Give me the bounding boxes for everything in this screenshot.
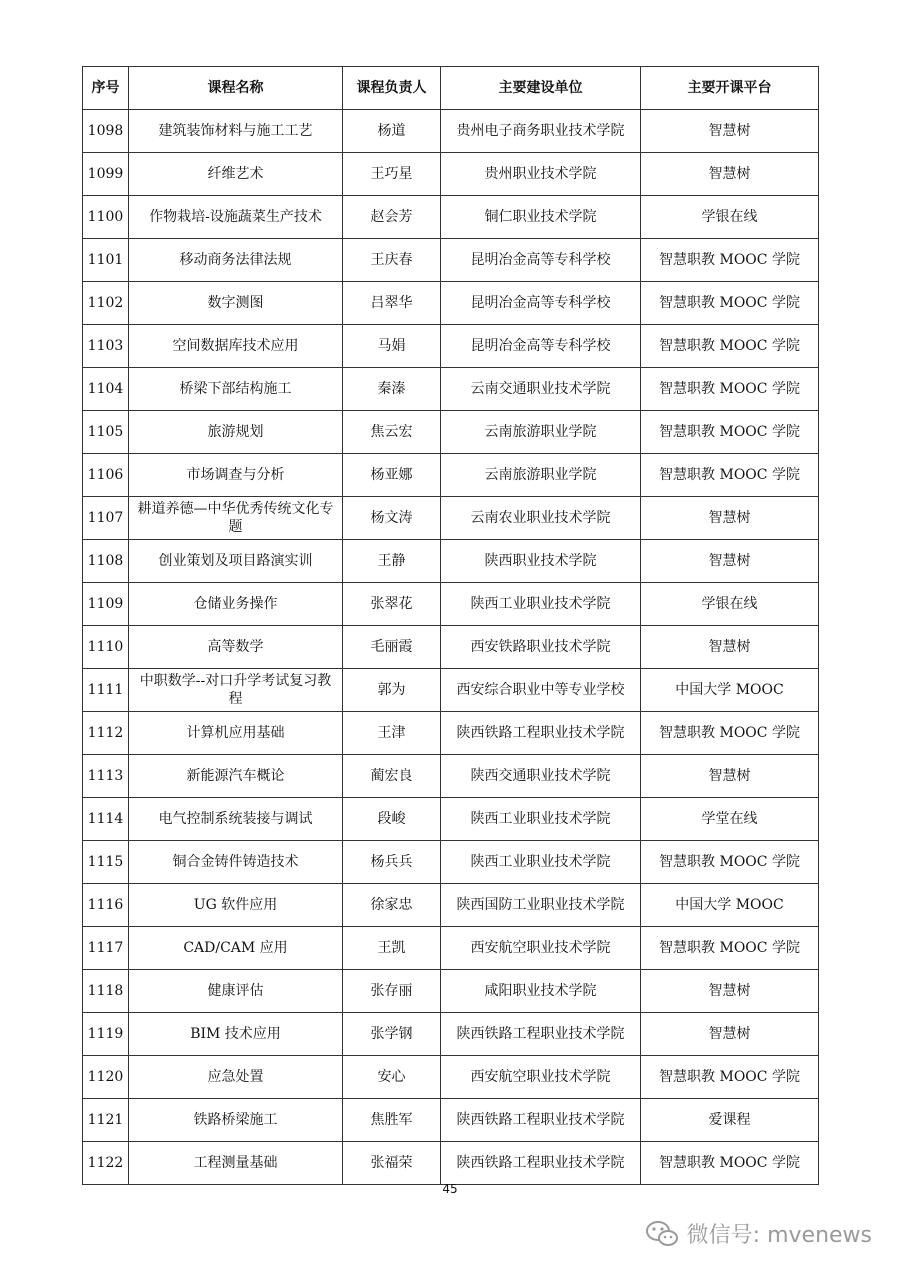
- row-course-lead: 安心: [343, 1056, 441, 1099]
- table-row: [83, 497, 819, 540]
- row-main-unit: 陕西铁路工程职业技术学院: [441, 712, 641, 755]
- table-row: [83, 1056, 819, 1099]
- row-seq: 1101: [83, 239, 129, 282]
- row-main-unit: 昆明冶金高等专科学校: [441, 282, 641, 325]
- row-main-unit: 贵州电子商务职业技术学院: [441, 110, 641, 153]
- table-row: [83, 153, 819, 196]
- row-main-unit: 陕西工业职业技术学院: [441, 583, 641, 626]
- row-course-name: 创业策划及项目路演实训: [129, 540, 343, 583]
- row-course-lead: 段峻: [343, 798, 441, 841]
- row-course-lead: 吕翠华: [343, 282, 441, 325]
- header-seq: 序号: [83, 67, 129, 110]
- row-seq: 1117: [83, 927, 129, 970]
- row-seq: 1105: [83, 411, 129, 454]
- watermark: [645, 1218, 872, 1249]
- row-seq: 1110: [83, 626, 129, 669]
- row-course-name: 移动商务法律法规: [129, 239, 343, 282]
- row-main-unit: 西安铁路职业技术学院: [441, 626, 641, 669]
- row-platform: 智慧树: [641, 110, 819, 153]
- row-course-lead: 郭为: [343, 669, 441, 712]
- row-main-unit: 咸阳职业技术学院: [441, 970, 641, 1013]
- table-row: [83, 669, 819, 712]
- table-row: [83, 368, 819, 411]
- row-platform: 学堂在线: [641, 798, 819, 841]
- row-course-lead: 张存丽: [343, 970, 441, 1013]
- row-main-unit: 陕西工业职业技术学院: [441, 841, 641, 884]
- table-row: [83, 755, 819, 798]
- row-course-name: 纤维艺术: [129, 153, 343, 196]
- table-row: [83, 1099, 819, 1142]
- row-seq: 1118: [83, 970, 129, 1013]
- table-row: [83, 927, 819, 970]
- row-seq: 1106: [83, 454, 129, 497]
- table-row: [83, 540, 819, 583]
- course-table: [82, 66, 819, 1185]
- row-platform: 智慧树: [641, 153, 819, 196]
- table-row: [83, 712, 819, 755]
- row-platform: 智慧职教 MOOC 学院: [641, 239, 819, 282]
- table-row: [83, 1142, 819, 1185]
- row-course-lead: 王巧星: [343, 153, 441, 196]
- row-main-unit: 云南农业职业技术学院: [441, 497, 641, 540]
- row-seq: 1098: [83, 110, 129, 153]
- row-platform: 智慧树: [641, 970, 819, 1013]
- row-course-lead: 王静: [343, 540, 441, 583]
- row-platform: 学银在线: [641, 196, 819, 239]
- header-main-unit: 主要建设单位: [441, 67, 641, 110]
- row-course-name: 仓储业务操作: [129, 583, 343, 626]
- row-main-unit: 昆明冶金高等专科学校: [441, 325, 641, 368]
- table-row: [83, 626, 819, 669]
- header-platform: 主要开课平台: [641, 67, 819, 110]
- row-platform: 智慧职教 MOOC 学院: [641, 927, 819, 970]
- row-seq: 1100: [83, 196, 129, 239]
- row-main-unit: 云南旅游职业学院: [441, 454, 641, 497]
- row-seq: 1121: [83, 1099, 129, 1142]
- row-seq: 1111: [83, 669, 129, 712]
- row-course-name: 新能源汽车概论: [129, 755, 343, 798]
- row-course-lead: 焦胜军: [343, 1099, 441, 1142]
- row-platform: 智慧职教 MOOC 学院: [641, 1142, 819, 1185]
- row-main-unit: 陕西铁路工程职业技术学院: [441, 1142, 641, 1185]
- row-platform: 智慧职教 MOOC 学院: [641, 411, 819, 454]
- row-course-name: 旅游规划: [129, 411, 343, 454]
- table-row: [83, 325, 819, 368]
- table-row: [83, 411, 819, 454]
- row-platform: 智慧树: [641, 497, 819, 540]
- row-course-lead: 焦云宏: [343, 411, 441, 454]
- table-body: [83, 110, 819, 1185]
- row-course-name: 中职数学--对口升学考试复习教程: [129, 669, 343, 712]
- row-seq: 1122: [83, 1142, 129, 1185]
- row-course-lead: 杨道: [343, 110, 441, 153]
- row-course-name: 作物栽培-设施蔬菜生产技术: [129, 196, 343, 239]
- row-course-name: 数字测图: [129, 282, 343, 325]
- row-main-unit: 西安航空职业技术学院: [441, 1056, 641, 1099]
- row-course-lead: 张翠花: [343, 583, 441, 626]
- table-row: [83, 1013, 819, 1056]
- row-course-name: 桥梁下部结构施工: [129, 368, 343, 411]
- row-course-lead: 蔺宏良: [343, 755, 441, 798]
- row-platform: 中国大学 MOOC: [641, 669, 819, 712]
- row-platform: 学银在线: [641, 583, 819, 626]
- row-course-name: 工程测量基础: [129, 1142, 343, 1185]
- row-platform: 智慧职教 MOOC 学院: [641, 368, 819, 411]
- row-main-unit: 陕西工业职业技术学院: [441, 798, 641, 841]
- row-seq: 1112: [83, 712, 129, 755]
- row-platform: 智慧职教 MOOC 学院: [641, 712, 819, 755]
- row-course-name: UG 软件应用: [129, 884, 343, 927]
- row-course-lead: 王凯: [343, 927, 441, 970]
- row-course-lead: 杨亚娜: [343, 454, 441, 497]
- row-seq: 1102: [83, 282, 129, 325]
- table-row: [83, 110, 819, 153]
- row-main-unit: 云南交通职业技术学院: [441, 368, 641, 411]
- row-course-lead: 赵会芳: [343, 196, 441, 239]
- row-main-unit: 西安综合职业中等专业学校: [441, 669, 641, 712]
- row-seq: 1115: [83, 841, 129, 884]
- row-main-unit: 陕西职业技术学院: [441, 540, 641, 583]
- row-main-unit: 陕西铁路工程职业技术学院: [441, 1099, 641, 1142]
- table-header-row: [83, 67, 819, 110]
- page-number: 45: [442, 1182, 458, 1196]
- row-course-name: 铁路桥梁施工: [129, 1099, 343, 1142]
- row-course-name: 建筑装饰材料与施工工艺: [129, 110, 343, 153]
- row-main-unit: 云南旅游职业学院: [441, 411, 641, 454]
- row-main-unit: 贵州职业技术学院: [441, 153, 641, 196]
- row-course-name: CAD/CAM 应用: [129, 927, 343, 970]
- row-seq: 1120: [83, 1056, 129, 1099]
- row-main-unit: 陕西国防工业职业技术学院: [441, 884, 641, 927]
- table-row: [83, 841, 819, 884]
- row-platform: 智慧职教 MOOC 学院: [641, 325, 819, 368]
- row-seq: 1113: [83, 755, 129, 798]
- table-row: [83, 454, 819, 497]
- row-seq: 1099: [83, 153, 129, 196]
- row-main-unit: 陕西交通职业技术学院: [441, 755, 641, 798]
- watermark-text: 微信号: mvenews: [686, 1223, 872, 1248]
- row-course-lead: 马娟: [343, 325, 441, 368]
- row-seq: 1107: [83, 497, 129, 540]
- row-platform: 智慧职教 MOOC 学院: [641, 1056, 819, 1099]
- row-main-unit: 铜仁职业技术学院: [441, 196, 641, 239]
- row-course-name: BIM 技术应用: [129, 1013, 343, 1056]
- row-course-lead: 王津: [343, 712, 441, 755]
- row-course-name: 计算机应用基础: [129, 712, 343, 755]
- table-row: [83, 282, 819, 325]
- row-course-name: 高等数学: [129, 626, 343, 669]
- row-seq: 1114: [83, 798, 129, 841]
- row-course-lead: 秦溱: [343, 368, 441, 411]
- row-seq: 1119: [83, 1013, 129, 1056]
- table-row: [83, 884, 819, 927]
- table-row: [83, 239, 819, 282]
- header-course-name: 课程名称: [129, 67, 343, 110]
- table-row: [83, 970, 819, 1013]
- row-course-lead: 杨兵兵: [343, 841, 441, 884]
- row-course-lead: 徐家忠: [343, 884, 441, 927]
- row-main-unit: 昆明冶金高等专科学校: [441, 239, 641, 282]
- row-seq: 1116: [83, 884, 129, 927]
- table-row: [83, 583, 819, 626]
- row-seq: 1104: [83, 368, 129, 411]
- row-seq: 1103: [83, 325, 129, 368]
- row-course-lead: 毛丽霞: [343, 626, 441, 669]
- table-row: [83, 196, 819, 239]
- row-platform: 智慧职教 MOOC 学院: [641, 282, 819, 325]
- row-platform: 智慧职教 MOOC 学院: [641, 454, 819, 497]
- wechat-icon: [645, 1219, 679, 1249]
- row-course-name: 应急处置: [129, 1056, 343, 1099]
- header-course-lead: 课程负责人: [343, 67, 441, 110]
- row-course-name: 铜合金铸件铸造技术: [129, 841, 343, 884]
- row-course-lead: 王庆春: [343, 239, 441, 282]
- row-main-unit: 西安航空职业技术学院: [441, 927, 641, 970]
- row-course-name: 市场调查与分析: [129, 454, 343, 497]
- row-course-lead: 杨文涛: [343, 497, 441, 540]
- row-platform: 智慧树: [641, 1013, 819, 1056]
- row-platform: 智慧职教 MOOC 学院: [641, 841, 819, 884]
- row-course-name: 健康评估: [129, 970, 343, 1013]
- row-course-lead: 张学钢: [343, 1013, 441, 1056]
- row-course-name: 电气控制系统装接与调试: [129, 798, 343, 841]
- row-seq: 1108: [83, 540, 129, 583]
- row-main-unit: 陕西铁路工程职业技术学院: [441, 1013, 641, 1056]
- row-platform: 智慧树: [641, 540, 819, 583]
- row-platform: 智慧树: [641, 755, 819, 798]
- row-platform: 智慧树: [641, 626, 819, 669]
- row-platform: 爱课程: [641, 1099, 819, 1142]
- row-platform: 中国大学 MOOC: [641, 884, 819, 927]
- table-row: [83, 798, 819, 841]
- row-course-name: 空间数据库技术应用: [129, 325, 343, 368]
- row-course-lead: 张福荣: [343, 1142, 441, 1185]
- row-course-name: 耕道养德—中华优秀传统文化专题: [129, 497, 343, 540]
- row-seq: 1109: [83, 583, 129, 626]
